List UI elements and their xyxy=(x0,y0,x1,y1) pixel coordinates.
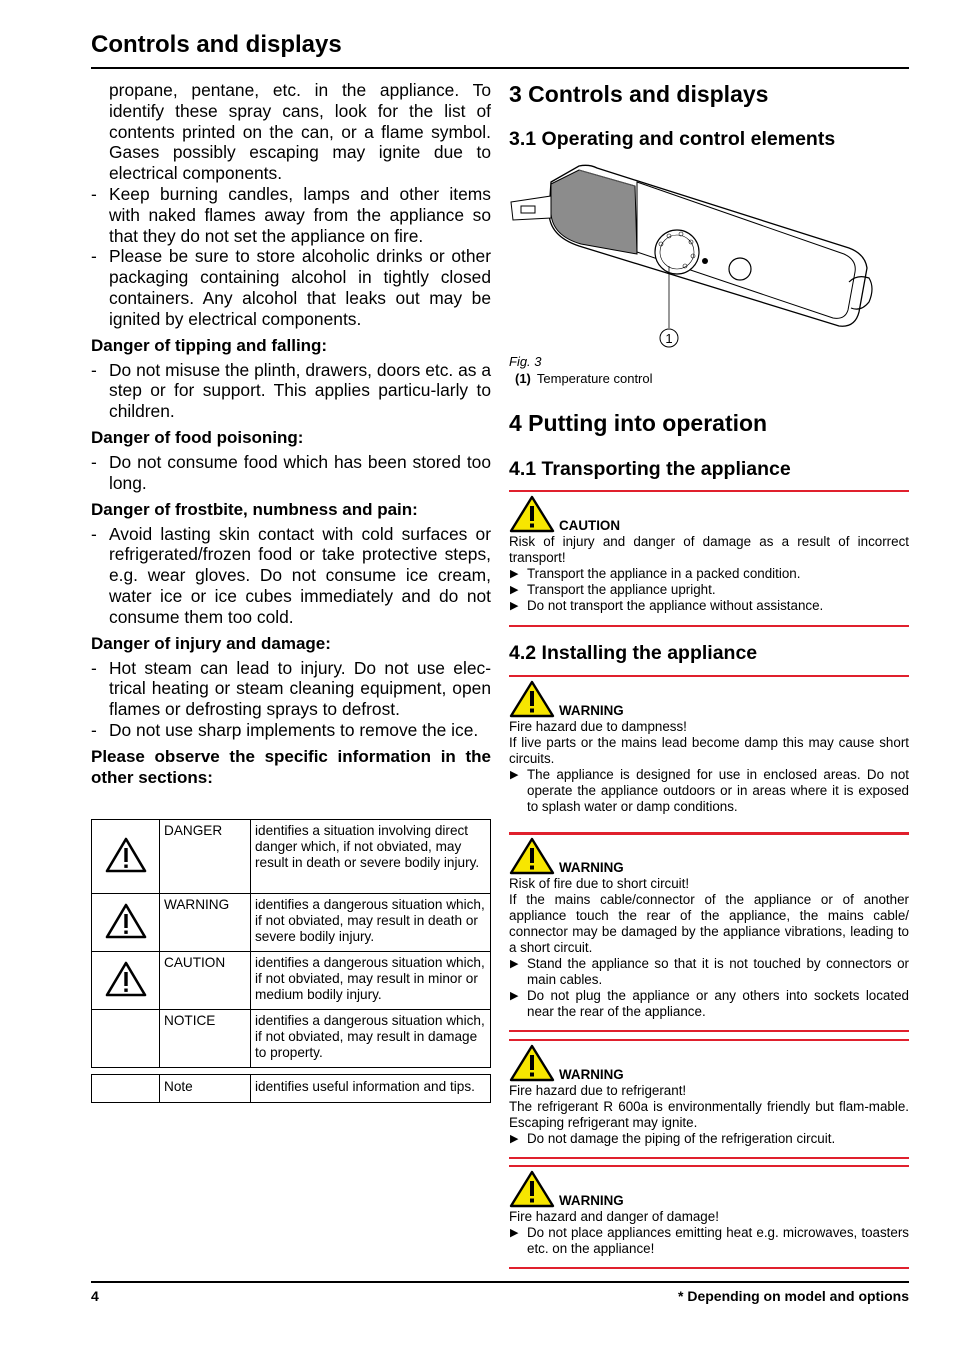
signal-label: NOTICE xyxy=(160,1010,251,1068)
warning-triangle-icon xyxy=(509,1169,555,1209)
hazard-text: Fire hazard and danger of damage! xyxy=(509,1209,719,1224)
note-table xyxy=(91,1074,491,1103)
table-icon-cell xyxy=(92,1075,160,1103)
signal-header xyxy=(509,1043,909,1083)
section-3-1-title: 3.1 Operating and control elements xyxy=(509,128,836,150)
note-description: identifies useful information and tips. xyxy=(251,1075,491,1103)
list-item: - Do not use sharp implements to remove the ice. xyxy=(91,720,491,741)
footer-note: * Depending on model and options xyxy=(678,1288,909,1304)
signal-description: identifies a dangerous situation which, if not obviated, may result in damage to property. xyxy=(251,1010,491,1068)
figure-legend xyxy=(515,371,653,386)
signal-label: CAUTION xyxy=(160,952,251,1010)
signal-word: CAUTION xyxy=(559,518,620,533)
section-heading-food: Danger of food poisoning: xyxy=(91,427,304,447)
hazard-text: Risk of fire due to short circuit! xyxy=(509,876,690,891)
signal-description: identifies a dangerous situation which, if not obviated, may result in death or severe bodily injury. xyxy=(251,894,491,952)
temperature-control-figure xyxy=(509,162,909,352)
left-column xyxy=(91,80,491,792)
table-row xyxy=(92,820,491,894)
signal-word-table xyxy=(91,819,491,1068)
action-item: ▶ Transport the appliance in a packed condition. xyxy=(509,566,909,582)
signal-header xyxy=(509,679,909,719)
intro-paragraph: propane, pentane, etc. in the appliance. To identify these spray cans, look for the list of contents printed on the can, or a flame symbol. Gases possibly escaping may ignite due to electrical components. xyxy=(109,80,491,184)
chapter-3-title: 3 Controls and displays xyxy=(509,81,769,107)
table-row xyxy=(92,894,491,952)
table-row xyxy=(92,952,491,1010)
signal-label: WARNING xyxy=(160,894,251,952)
figure-legend-number: (1) xyxy=(515,371,531,386)
safety-box-warning-refrigerant xyxy=(509,1039,909,1159)
signal-word: WARNING xyxy=(559,1067,624,1082)
section-heading-frostbite: Danger of frostbite, numbness and pain: xyxy=(91,499,418,519)
observe-heading: Please observe the specific information in the other sections: xyxy=(91,746,491,787)
signal-header xyxy=(509,836,909,876)
header-rule xyxy=(91,67,909,69)
action-item: ▶ Do not place appliances emitting heat e.g. microwaves, toasters etc. on the appliance! xyxy=(509,1225,909,1257)
action-item: ▶ Stand the appliance so that it is not touched by connectors or main cables. xyxy=(509,956,909,988)
chapter-4-title: 4 Putting into operation xyxy=(509,410,768,436)
warning-triangle-icon xyxy=(509,836,555,876)
hazard-text: If live parts or the mains lead become damp this may cause short circuits. xyxy=(509,735,909,766)
warning-triangle-icon xyxy=(105,961,147,997)
table-icon-cell xyxy=(92,952,160,1010)
page-header xyxy=(91,30,909,60)
signal-word: WARNING xyxy=(559,1193,624,1208)
action-item: ▶ Do not plug the appliance or any others into sockets located near the rear of the appliance. xyxy=(509,988,909,1020)
figure-caption: Fig. 3 xyxy=(509,354,542,369)
table-row xyxy=(92,1075,491,1103)
list-item: - Please be sure to store alcoholic drinks or other packaging containing alcohol in tightly closed containers. Any alcohol that leaks out may be ignited by electrical components. xyxy=(91,246,491,329)
hazard-text: Fire hazard due to dampness! xyxy=(509,719,687,734)
table-icon-cell xyxy=(92,1010,160,1068)
hazard-text: If the mains cable/connector of the appliance or of another appliance touch the rear of the appliance, the mains cable/ connector may be damaged by the appliance vibrations, leading to a short circuit. xyxy=(509,892,909,955)
hazard-text: Fire hazard due to refrigerant! xyxy=(509,1083,687,1098)
table-icon-cell xyxy=(92,820,160,894)
list-item: - Hot steam can lead to injury. Do not use elec-trical heating or steam cleaning equipment, open flames or defrosting sprays to defrost. xyxy=(91,658,491,720)
signal-description: identifies a situation involving direct danger which, if not obviated, may result in death or severe bodily injury. xyxy=(251,820,491,894)
warning-triangle-icon xyxy=(105,837,147,873)
signal-word: WARNING xyxy=(559,860,624,875)
section-heading-tipping: Danger of tipping and falling: xyxy=(91,335,328,355)
footer-rule xyxy=(91,1281,909,1283)
signal-header xyxy=(509,494,909,534)
signal-label: DANGER xyxy=(160,820,251,894)
table-icon-cell xyxy=(92,894,160,952)
safety-box-warning-heat xyxy=(509,1165,909,1269)
signal-word: WARNING xyxy=(559,703,624,718)
action-item: ▶ Do not damage the piping of the refrigeration circuit. xyxy=(509,1131,909,1147)
warning-triangle-icon xyxy=(509,679,555,719)
list-item: - Do not misuse the plinth, drawers, doors etc. as a step or for support. This applies particu-larly to children. xyxy=(91,360,491,422)
section-4-2-title: 4.2 Installing the appliance xyxy=(509,642,758,664)
hazard-text: The refrigerant R 600a is environmentally friendly but flam-mable. Escaping refrigerant may ignite. xyxy=(509,1099,909,1130)
page-number: 4 xyxy=(91,1288,99,1304)
warning-triangle-icon xyxy=(509,494,555,534)
figure-callout-number: 1 xyxy=(665,331,673,346)
safety-box-warning-short-circuit xyxy=(509,832,909,1032)
safety-box-caution xyxy=(509,490,909,627)
section-4-1-title: 4.1 Transporting the appliance xyxy=(509,458,791,480)
page-title: Controls and displays xyxy=(91,31,342,58)
action-item: ▶ The appliance is designed for use in enclosed areas. Do not operate the appliance outdoors or in areas where it is exposed to splash water or damp conditions. xyxy=(509,767,909,815)
hazard-text: Risk of injury and danger of damage as a result of incorrect transport! xyxy=(509,534,909,565)
signal-header xyxy=(509,1169,909,1209)
list-item: - Keep burning candles, lamps and other items with naked flames away from the appliance so that they do not set the appliance on fire. xyxy=(91,184,491,246)
list-item: - Do not consume food which has been stored too long. xyxy=(91,452,491,494)
figure-legend-text: Temperature control xyxy=(536,371,653,386)
safety-box-warning-dampness xyxy=(509,675,909,835)
action-item: ▶ Do not transport the appliance without assistance. xyxy=(509,598,909,614)
section-heading-injury: Danger of injury and damage: xyxy=(91,633,331,653)
list-item: - Avoid lasting skin contact with cold surfaces or refrigerated/frozen food or take protective steps, e.g. wear gloves. Do not consume ice cream, water ice or ice cubes immediately and do not consume them too cold. xyxy=(91,524,491,628)
table-row xyxy=(92,1010,491,1068)
warning-triangle-icon xyxy=(105,903,147,939)
note-label: Note xyxy=(160,1075,251,1103)
signal-description: identifies a dangerous situation which, if not obviated, may result in minor or medium bodily injury. xyxy=(251,952,491,1010)
warning-triangle-icon xyxy=(509,1043,555,1083)
action-item: ▶ Transport the appliance upright. xyxy=(509,582,909,598)
